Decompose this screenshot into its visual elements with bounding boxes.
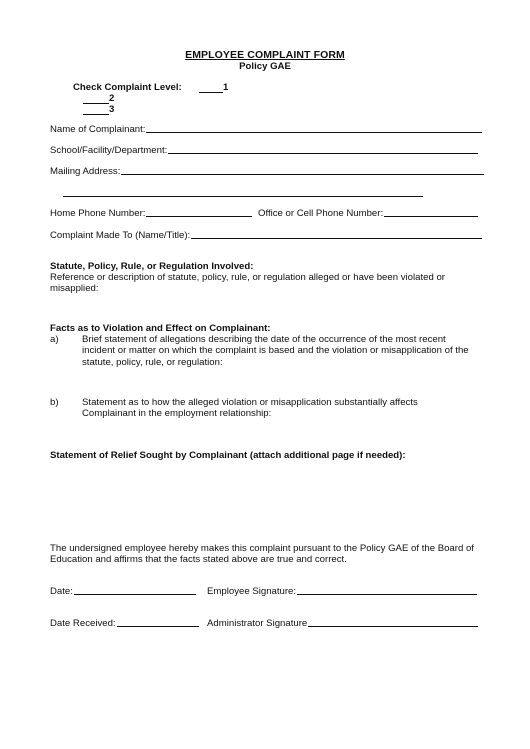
home-phone-line[interactable]	[146, 216, 252, 217]
home-phone-field[interactable]	[50, 208, 252, 219]
level-2-blank[interactable]	[83, 103, 109, 104]
date-received-line[interactable]	[117, 626, 199, 627]
employee-signature-label: Employee Signature:	[207, 586, 297, 597]
level-1-blank[interactable]	[199, 92, 223, 93]
administrator-signature-field[interactable]	[207, 618, 478, 629]
facts-item-a-marker: a)	[50, 334, 59, 345]
facts-item-b-text: Statement as to how the alleged violation or misapplication substantially affects Complainant in the employment relationship:	[82, 397, 418, 420]
form-title: EMPLOYEE COMPLAINT FORM	[185, 49, 345, 61]
made-to-line[interactable]	[191, 238, 482, 239]
administrator-signature-label: Administrator Signature	[207, 618, 308, 629]
level-2-option: 2	[109, 93, 115, 104]
affirmation-text: The undersigned employee hereby makes this complaint pursuant to the Policy GAE of the Board of Education and affirms that the facts stated above are true and correct.	[50, 543, 474, 566]
school-line[interactable]	[168, 153, 478, 154]
cell-phone-field[interactable]	[258, 208, 478, 219]
date-label: Date:	[50, 586, 73, 597]
name-of-complainant-field[interactable]	[50, 124, 482, 135]
complaint-made-to-field[interactable]	[50, 230, 482, 241]
employee-signature-field[interactable]	[207, 586, 477, 597]
administrator-signature-line[interactable]	[308, 626, 478, 627]
mailing-address-field[interactable]	[50, 166, 484, 177]
statute-heading: Statute, Policy, Rule, or Regulation Involved:	[50, 261, 254, 272]
date-received-field[interactable]	[50, 618, 199, 629]
mailing-label: Mailing Address:	[50, 166, 121, 177]
home-phone-label: Home Phone Number:	[50, 208, 146, 219]
level-1-option: 1	[223, 82, 229, 93]
cell-phone-label: Office or Cell Phone Number:	[258, 208, 384, 219]
cell-phone-line[interactable]	[384, 216, 478, 217]
relief-heading: Statement of Relief Sought by Complainant (attach additional page if needed):	[50, 450, 406, 461]
form-subtitle: Policy GAE	[239, 61, 291, 72]
statute-text: Reference or description of statute, policy, rule, or regulation alleged or have been violated or misapplied:	[50, 272, 445, 295]
made-to-label: Complaint Made To (Name/Title):	[50, 230, 191, 241]
name-label: Name of Complainant:	[50, 124, 146, 135]
level-3-blank[interactable]	[83, 114, 109, 115]
name-line[interactable]	[146, 132, 482, 133]
facts-item-b-marker: b)	[50, 397, 59, 408]
date-received-label: Date Received:	[50, 618, 116, 629]
date-field[interactable]	[50, 586, 196, 597]
mailing-address-line-2[interactable]	[63, 196, 423, 197]
level-3-option: 3	[109, 104, 115, 115]
complaint-level-label: Check Complaint Level:	[73, 82, 182, 93]
mailing-line[interactable]	[121, 174, 484, 175]
facts-heading: Facts as to Violation and Effect on Complainant:	[50, 323, 271, 334]
school-field[interactable]	[50, 145, 478, 156]
facts-item-a-text: Brief statement of allegations describing the date of the occurrence of the most recent incident or matter on which the complaint is based and the violation or misapplication of the statute, policy, rule, or regulation:	[82, 334, 469, 368]
school-label: School/Facility/Department:	[50, 145, 168, 156]
date-line[interactable]	[74, 594, 196, 595]
employee-signature-line[interactable]	[297, 594, 477, 595]
